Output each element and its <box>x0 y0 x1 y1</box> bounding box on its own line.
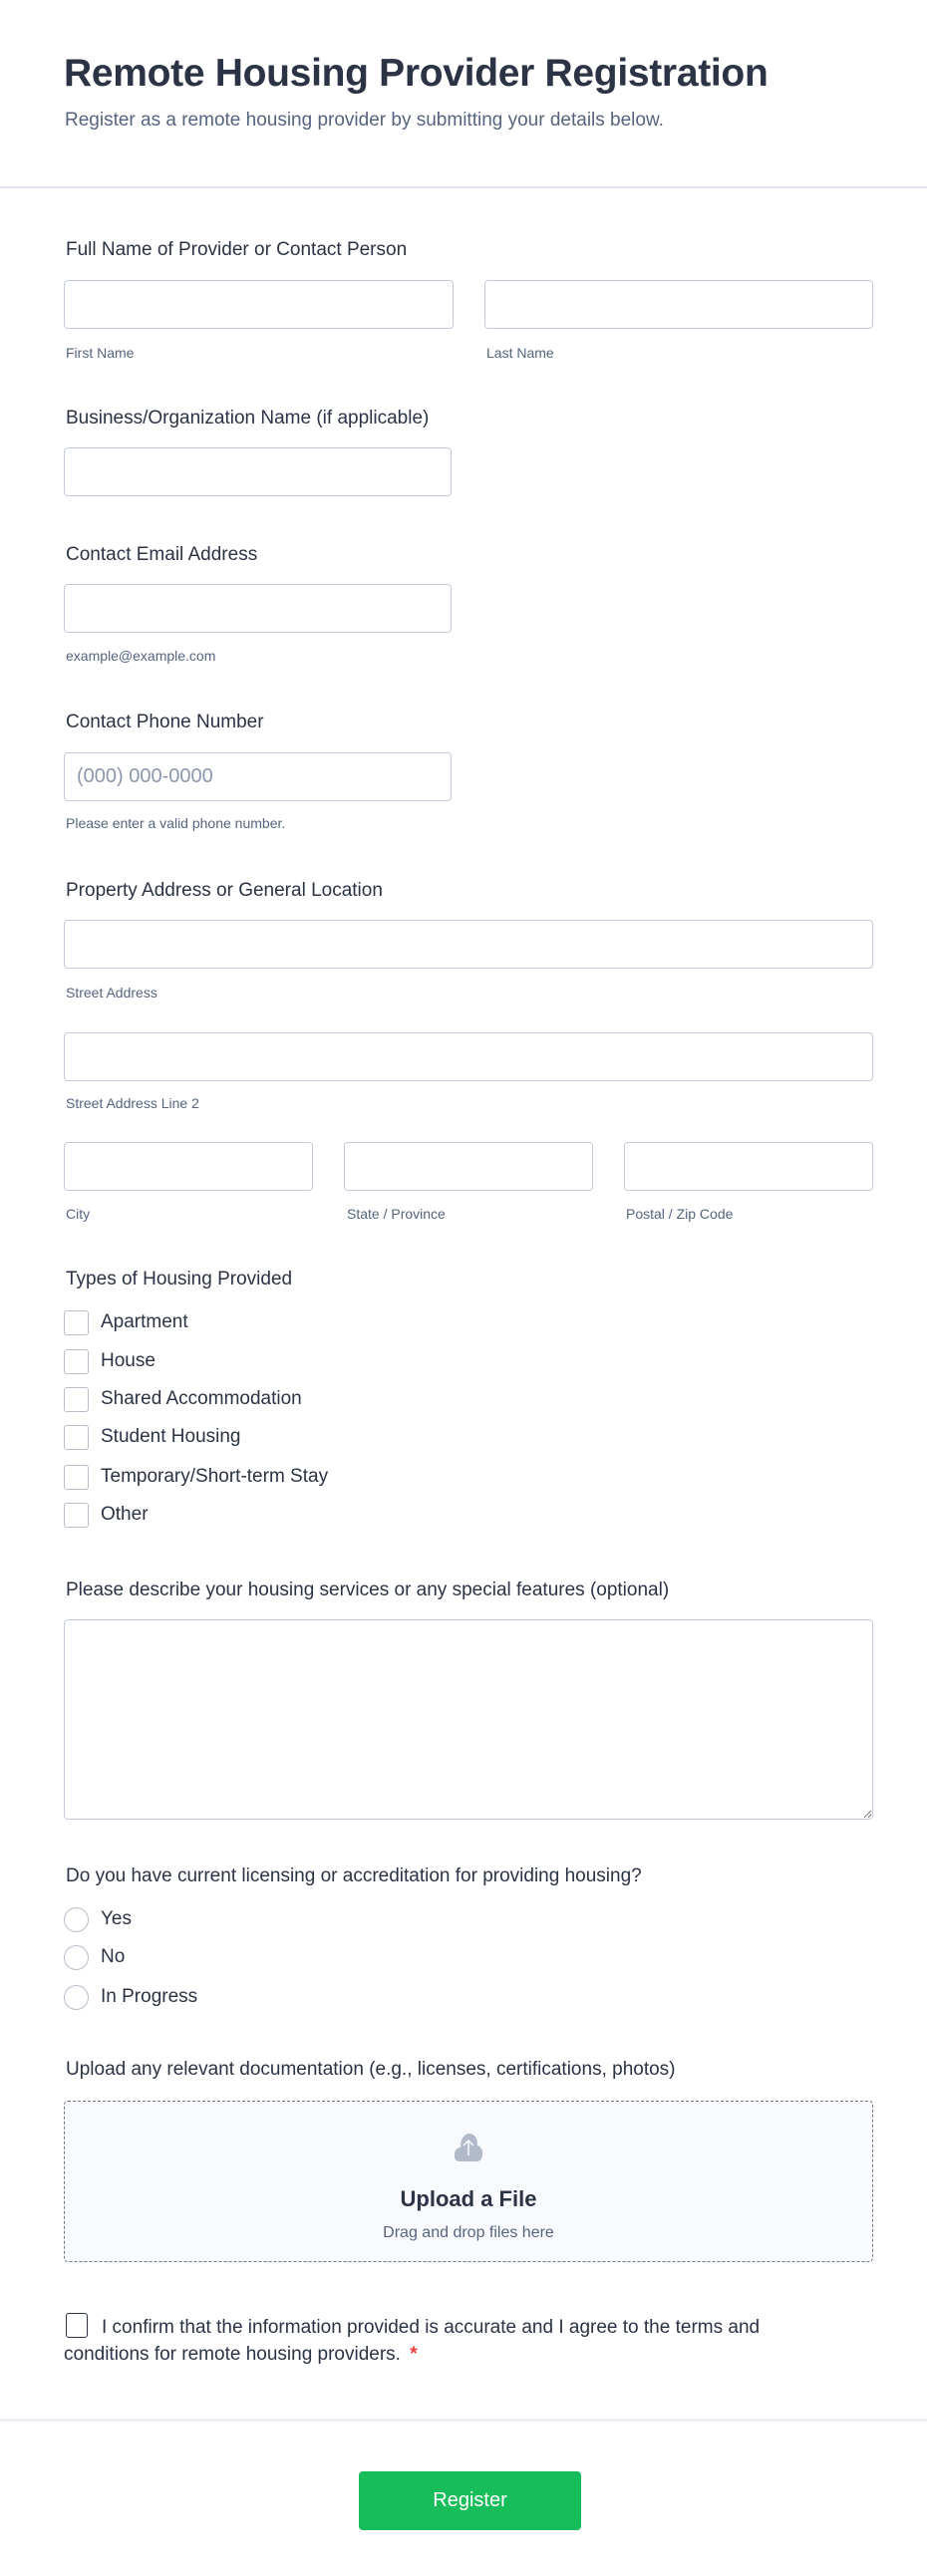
option-label: House <box>101 1350 155 1371</box>
street-address-sublabel: Street Address <box>66 985 157 1001</box>
checkbox-student[interactable] <box>64 1425 89 1450</box>
housing-types-label: Types of Housing Provided <box>66 1269 293 1289</box>
footer-divider <box>0 2419 927 2422</box>
street-address-input[interactable] <box>64 920 873 969</box>
business-label: Business/Organization Name (if applicable) <box>66 408 430 429</box>
radio-no[interactable] <box>64 1945 89 1970</box>
option-label: Yes <box>101 1908 132 1929</box>
last-name-sublabel: Last Name <box>486 345 554 361</box>
upload-title: Upload a File <box>400 2186 537 2211</box>
street-address-line2-input[interactable] <box>64 1032 873 1081</box>
option-label: Student Housing <box>101 1426 241 1447</box>
street-address-line2-sublabel: Street Address Line 2 <box>66 1095 199 1111</box>
zip-input[interactable] <box>624 1142 873 1191</box>
city-sublabel: City <box>66 1206 91 1222</box>
address-label: Property Address or General Location <box>66 880 383 901</box>
option-label: In Progress <box>101 1986 198 2007</box>
option-label: Temporary/Short-term Stay <box>101 1466 329 1487</box>
file-upload-dropzone[interactable] <box>64 2101 873 2262</box>
confirm-label: I confirm that the information provided is accurate and I agree to the terms and conditions for remote housing providers. <box>64 2317 761 2365</box>
radio-yes[interactable] <box>64 1907 89 1932</box>
email-input[interactable] <box>64 584 452 633</box>
upload-hint: Drag and drop files here <box>383 2224 554 2241</box>
city-input[interactable] <box>64 1142 313 1191</box>
page-title: Remote Housing Provider Registration <box>64 52 769 95</box>
phone-input[interactable] <box>64 752 452 801</box>
description-textarea[interactable] <box>64 1619 873 1820</box>
cloud-upload-icon <box>454 2130 483 2163</box>
option-label: Other <box>101 1504 149 1525</box>
register-button[interactable]: Register <box>359 2471 581 2530</box>
option-label: Apartment <box>101 1311 188 1332</box>
email-label: Contact Email Address <box>66 544 258 565</box>
checkbox-apartment[interactable] <box>64 1310 89 1335</box>
required-mark: * <box>410 2344 418 2365</box>
upload-label: Upload any relevant documentation (e.g., licenses, certifications, photos) <box>66 2059 676 2080</box>
full-name-label: Full Name of Provider or Contact Person <box>66 239 408 260</box>
header-divider <box>0 186 927 188</box>
state-input[interactable] <box>344 1142 593 1191</box>
description-label: Please describe your housing services or any special features (optional) <box>66 1579 670 1600</box>
page-subtitle: Register as a remote housing provider by submitting your details below. <box>65 110 664 131</box>
checkbox-house[interactable] <box>64 1349 89 1374</box>
business-input[interactable] <box>64 447 452 496</box>
phone-sublabel: Please enter a valid phone number. <box>66 815 286 831</box>
first-name-sublabel: First Name <box>66 345 135 361</box>
checkbox-shared[interactable] <box>64 1387 89 1412</box>
confirm-text <box>64 2314 762 2368</box>
email-sublabel: example@example.com <box>66 648 216 664</box>
state-sublabel: State / Province <box>347 1206 446 1222</box>
radio-in-progress[interactable] <box>64 1985 89 2010</box>
last-name-input[interactable] <box>484 280 873 329</box>
first-name-input[interactable] <box>64 280 454 329</box>
option-label: No <box>101 1946 126 1967</box>
phone-label: Contact Phone Number <box>66 712 264 732</box>
licensing-label: Do you have current licensing or accreditation for providing housing? <box>66 1865 642 1886</box>
checkbox-temporary[interactable] <box>64 1465 89 1490</box>
zip-sublabel: Postal / Zip Code <box>626 1206 734 1222</box>
checkbox-other[interactable] <box>64 1503 89 1528</box>
option-label: Shared Accommodation <box>101 1388 302 1409</box>
